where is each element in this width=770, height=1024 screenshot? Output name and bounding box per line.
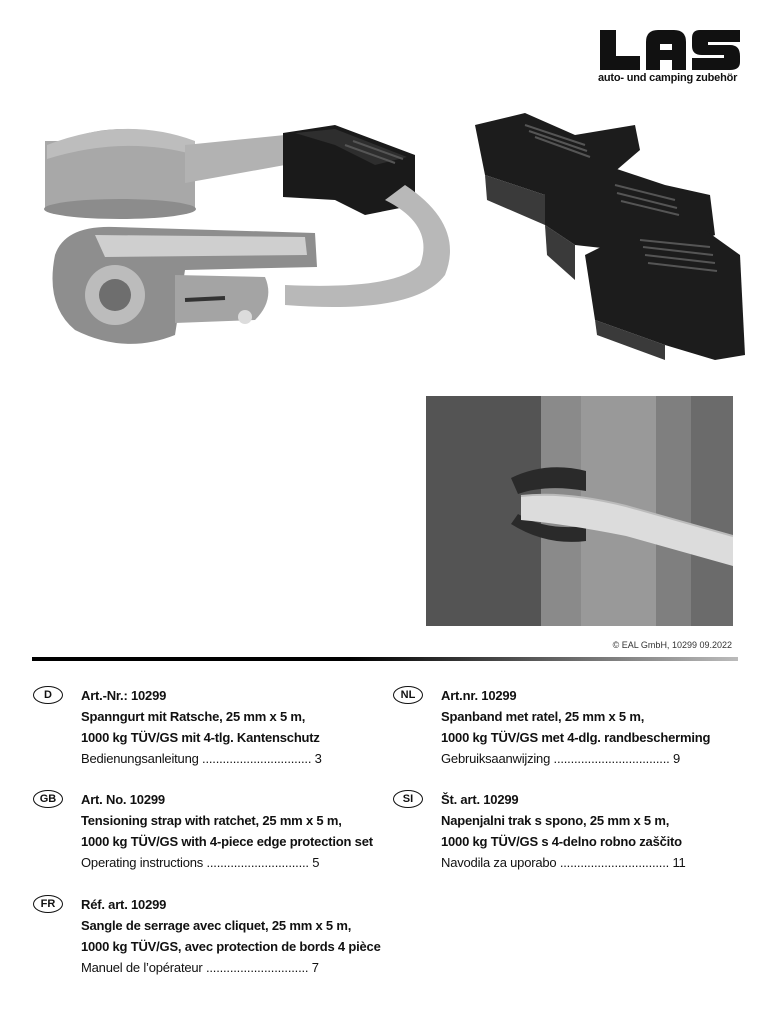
separator-rule xyxy=(32,657,738,661)
language-badge-gb: GB xyxy=(33,790,63,808)
las-logo-mark xyxy=(590,28,742,72)
manual-link-nl[interactable]: Gebruiksaanwijzing .................................. 9 xyxy=(441,751,680,766)
manual-link-gb[interactable]: Operating instructions .............................. 5 xyxy=(81,855,320,870)
strap-with-ratchet-image xyxy=(35,105,455,370)
language-badge-d: D xyxy=(33,686,63,704)
manual-link-de[interactable]: Bedienungsanleitung ................................ 3 xyxy=(81,751,322,766)
product-title-line-2: 1000 kg TÜV/GS with 4-piece edge protection set xyxy=(81,834,373,849)
brand-logo xyxy=(590,28,742,90)
product-title-line-1: Spanngurt mit Ratsche, 25 mm x 5 m, xyxy=(81,709,306,724)
manual-link-si[interactable]: Navodila za uporabo ................................ 11 xyxy=(441,855,686,870)
manual-link-fr[interactable]: Manuel de l’opérateur .............................. 7 xyxy=(81,960,319,975)
product-title-line-1: Spanband met ratel, 25 mm x 5 m, xyxy=(441,709,645,724)
copyright-notice: © EAL GmbH, 10299 09.2022 xyxy=(612,640,732,650)
product-title-line-2: 1000 kg TÜV/GS mit 4-tlg. Kantenschutz xyxy=(81,730,320,745)
product-title-line-1: Sangle de serrage avec cliquet, 25 mm x 5 m, xyxy=(81,918,352,933)
article-number: Art.-Nr.: 10299 xyxy=(81,688,167,703)
brand-tagline: auto- und camping zubehör xyxy=(598,72,738,84)
article-number: Art. No. 10299 xyxy=(81,792,165,807)
product-title-line-1: Napenjalni trak s spono, 25 mm x 5 m, xyxy=(441,813,670,828)
product-title-line-1: Tensioning strap with ratchet, 25 mm x 5 m, xyxy=(81,813,342,828)
language-badge-si: SI xyxy=(393,790,423,808)
article-number: Art.nr. 10299 xyxy=(441,688,517,703)
product-title-line-2: 1000 kg TÜV/GS met 4-dlg. randbescherming xyxy=(441,730,711,745)
application-photo xyxy=(426,396,733,626)
product-title-line-2: 1000 kg TÜV/GS, avec protection de bords 4 pièce xyxy=(81,939,381,954)
edge-protectors-image xyxy=(465,105,755,370)
language-badge-fr: FR xyxy=(33,895,63,913)
product-title-line-2: 1000 kg TÜV/GS s 4-delno robno zaščito xyxy=(441,834,682,849)
article-number: Št. art. 10299 xyxy=(441,792,519,807)
article-number: Réf. art. 10299 xyxy=(81,897,167,912)
language-badge-nl: NL xyxy=(393,686,423,704)
